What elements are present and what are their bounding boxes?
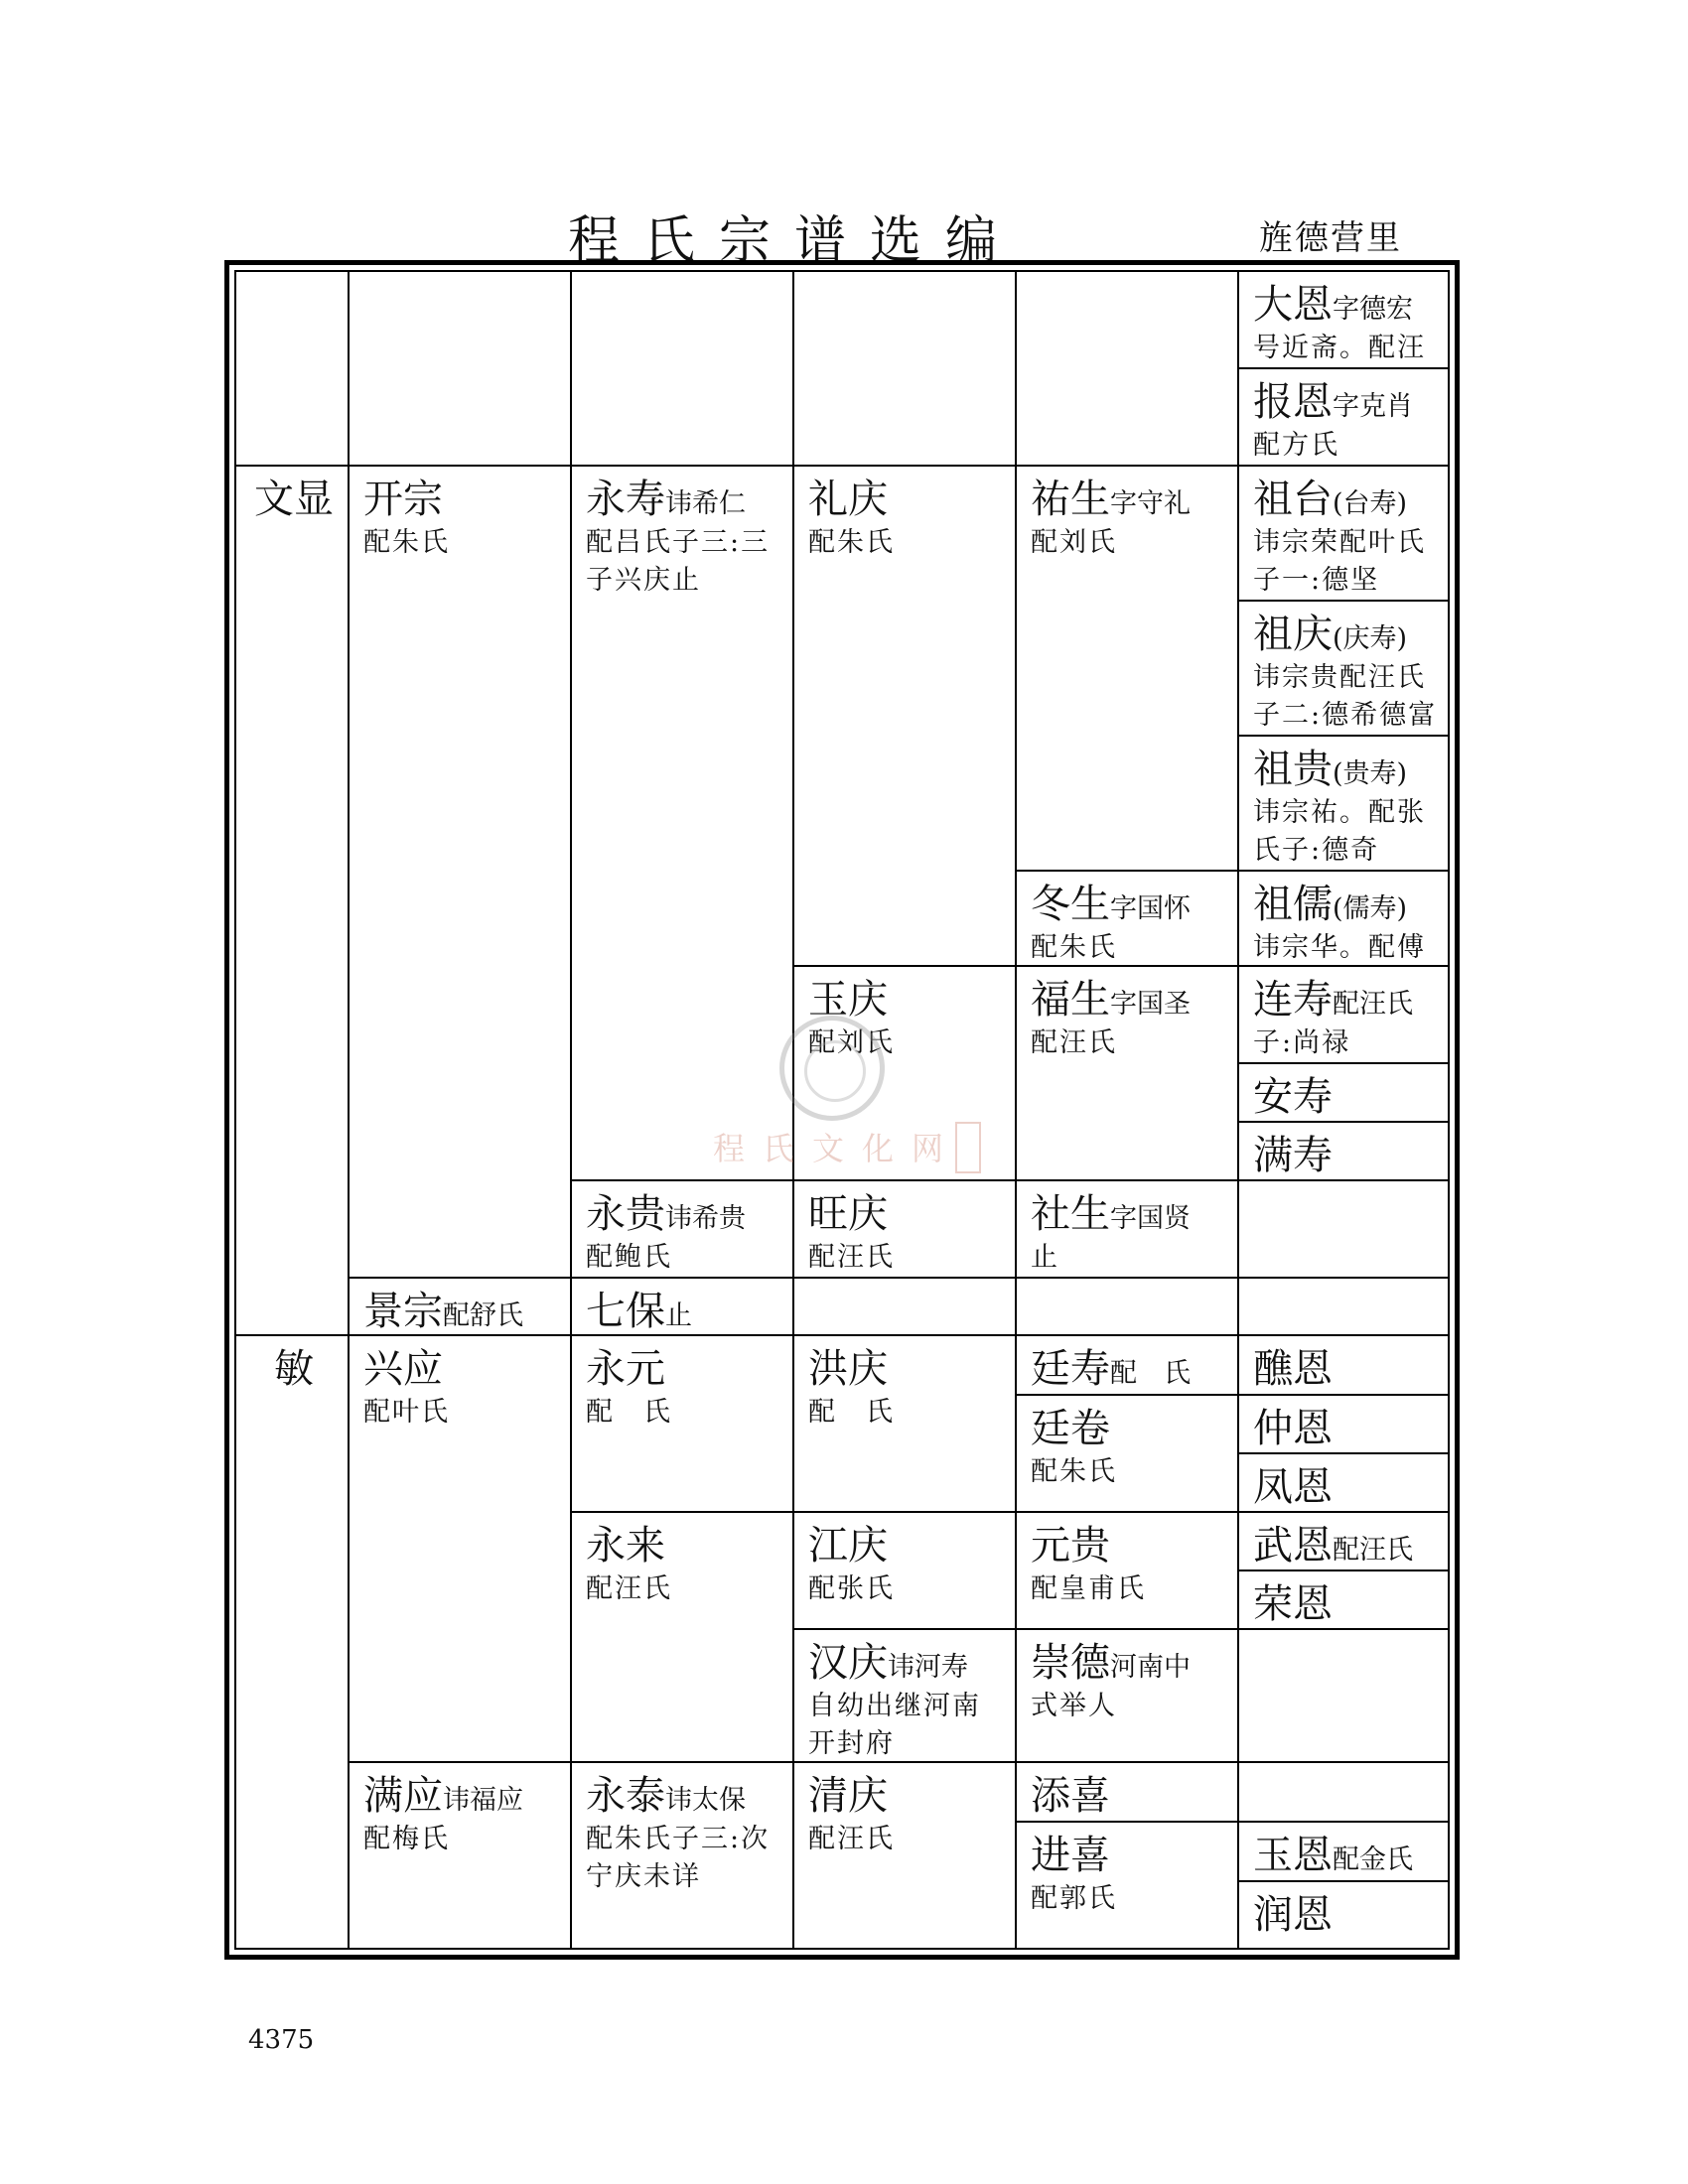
genealogy-entry bbox=[1239, 737, 1450, 872]
person-name: 仲恩 bbox=[1253, 1406, 1333, 1451]
person-name: 祖庆 bbox=[1253, 612, 1333, 657]
genealogy-entry bbox=[350, 467, 572, 1279]
person-name: 报恩 bbox=[1253, 379, 1333, 425]
person-name: 兴应 bbox=[363, 1346, 443, 1392]
table-cell-empty bbox=[236, 272, 350, 467]
genealogy-entry bbox=[572, 1336, 794, 1513]
person-note: (庆寿) bbox=[1333, 623, 1408, 654]
table-cell-empty bbox=[1239, 1181, 1450, 1279]
person-detail: 配朱氏 bbox=[1031, 932, 1117, 963]
person-name: 旺庆 bbox=[808, 1191, 888, 1237]
person-detail: 配方氏 bbox=[1253, 430, 1339, 461]
person-note: (儒寿) bbox=[1333, 893, 1408, 924]
table-cell-empty bbox=[1239, 1763, 1450, 1823]
table-cell-empty bbox=[1239, 1630, 1450, 1763]
person-detail: 配鲍氏 bbox=[586, 1242, 672, 1273]
person-name: 冬生 bbox=[1031, 882, 1110, 927]
genealogy-entry bbox=[572, 1763, 794, 1950]
person-note: 配 氏 bbox=[1110, 1358, 1191, 1389]
genealogy-entry bbox=[350, 1763, 572, 1950]
person-name: 祖儒 bbox=[1253, 882, 1333, 927]
person-detail: 配汪氏 bbox=[586, 1573, 672, 1604]
person-name: 廷寿 bbox=[1031, 1346, 1110, 1392]
person-note: 配舒氏 bbox=[443, 1300, 523, 1331]
page-title: 程氏宗谱选编 bbox=[567, 211, 1021, 271]
genealogy-entry bbox=[572, 1279, 794, 1336]
genealogy-entry bbox=[1017, 467, 1239, 872]
genealogy-entry bbox=[1239, 272, 1450, 369]
person-note: 配金氏 bbox=[1333, 1844, 1413, 1875]
person-note: (贵寿) bbox=[1333, 758, 1408, 789]
genealogy-entry bbox=[1017, 872, 1239, 967]
genealogy-entry bbox=[1239, 1396, 1450, 1454]
table-cell-empty bbox=[794, 272, 1017, 467]
genealogy-entry bbox=[1017, 967, 1239, 1181]
table-cell-empty bbox=[794, 1279, 1017, 1336]
person-name: 玉庆 bbox=[808, 977, 888, 1023]
person-detail: 式举人 bbox=[1031, 1691, 1117, 1721]
genealogy-entry bbox=[572, 1513, 794, 1763]
person-name: 福生 bbox=[1031, 977, 1110, 1023]
watermark-stamp bbox=[955, 1122, 981, 1173]
watermark-seal bbox=[779, 1016, 885, 1121]
person-note: 讳河寿 bbox=[888, 1652, 968, 1683]
genealogy-entry bbox=[1239, 602, 1450, 737]
person-name: 元贵 bbox=[1031, 1523, 1110, 1569]
table-cell-empty bbox=[1239, 1279, 1450, 1336]
genealogy-entry bbox=[794, 1513, 1017, 1630]
person-detail: 配刘氏 bbox=[808, 1027, 895, 1058]
person-note: 字守礼 bbox=[1110, 488, 1191, 519]
person-detail: 配张氏 bbox=[808, 1573, 895, 1604]
person-name: 大恩 bbox=[1253, 282, 1333, 328]
person-detail: 子:尚禄 bbox=[1253, 1027, 1351, 1058]
person-detail: 配吕氏子三:三子兴庆止 bbox=[586, 527, 771, 596]
person-note: 讳太保 bbox=[665, 1785, 746, 1816]
person-note: 字国圣 bbox=[1110, 989, 1191, 1020]
person-name: 永寿 bbox=[586, 477, 665, 522]
person-detail: 配汪氏 bbox=[1031, 1027, 1117, 1058]
generation-cell bbox=[236, 1336, 350, 1950]
person-note: 讳希贵 bbox=[665, 1203, 746, 1234]
person-detail: 配郭氏 bbox=[1031, 1883, 1117, 1914]
genealogy-entry bbox=[794, 1763, 1017, 1950]
genealogy-entry bbox=[1239, 1454, 1450, 1513]
person-detail: 止 bbox=[1031, 1242, 1059, 1273]
genealogy-entry bbox=[1017, 1336, 1239, 1396]
genealogy-entry bbox=[1017, 1513, 1239, 1630]
table-cell-empty bbox=[1017, 272, 1239, 467]
person-name: 祖台 bbox=[1253, 477, 1333, 522]
person-note: 字国怀 bbox=[1110, 893, 1191, 924]
person-detail: 讳宗荣配叶氏子一:德坚 bbox=[1253, 527, 1426, 596]
person-detail: 配刘氏 bbox=[1031, 527, 1117, 558]
table-cell-empty bbox=[350, 272, 572, 467]
person-name: 清庆 bbox=[808, 1773, 888, 1819]
person-name: 润恩 bbox=[1253, 1892, 1333, 1938]
person-name: 崇德 bbox=[1031, 1640, 1110, 1686]
person-name: 武恩 bbox=[1253, 1523, 1333, 1569]
person-name: 安寿 bbox=[1253, 1074, 1333, 1120]
person-name: 开宗 bbox=[363, 477, 443, 522]
person-note: 讳福应 bbox=[443, 1785, 523, 1816]
person-name: 文显 bbox=[254, 477, 334, 522]
person-detail: 配汪氏 bbox=[808, 1824, 895, 1854]
person-note: 字国贤 bbox=[1110, 1203, 1191, 1234]
person-name: 添喜 bbox=[1031, 1773, 1110, 1819]
person-detail: 配朱氏 bbox=[1031, 1456, 1117, 1487]
genealogy-entry bbox=[1239, 1571, 1450, 1630]
person-detail: 讳宗华。配傅 bbox=[1253, 932, 1426, 963]
genealogy-entry bbox=[1239, 872, 1450, 967]
person-note: 配汪氏 bbox=[1333, 989, 1413, 1020]
genealogy-entry bbox=[350, 1336, 572, 1763]
person-name: 景宗 bbox=[363, 1289, 443, 1334]
person-detail: 配叶氏 bbox=[363, 1397, 450, 1428]
person-name: 永泰 bbox=[586, 1773, 665, 1819]
page-number: 4375 bbox=[248, 2025, 315, 2055]
person-detail: 配梅氏 bbox=[363, 1824, 450, 1854]
person-note: 配汪氏 bbox=[1333, 1535, 1413, 1566]
person-detail: 配朱氏 bbox=[363, 527, 450, 558]
person-name: 祖贵 bbox=[1253, 747, 1333, 792]
person-name: 江庆 bbox=[808, 1523, 888, 1569]
person-detail: 配皇甫氏 bbox=[1031, 1573, 1146, 1604]
genealogy-entry bbox=[794, 467, 1017, 967]
genealogy-entry bbox=[1239, 1882, 1450, 1950]
genealogy-entry bbox=[1017, 1181, 1239, 1279]
person-note: 字德宏 bbox=[1333, 294, 1413, 325]
person-note: 止 bbox=[665, 1300, 692, 1331]
person-detail: 号近斋。配汪 bbox=[1253, 333, 1426, 363]
genealogy-entry bbox=[1017, 1823, 1239, 1950]
genealogy-entry bbox=[1239, 467, 1450, 602]
genealogy-entry bbox=[350, 1279, 572, 1336]
branch-label: 旌德营里 bbox=[1259, 218, 1402, 258]
person-detail: 讳宗祐。配张氏子:德奇 bbox=[1253, 797, 1426, 866]
person-name: 满寿 bbox=[1253, 1133, 1333, 1178]
person-name: 廷卷 bbox=[1031, 1406, 1110, 1451]
person-name: 七保 bbox=[586, 1289, 665, 1334]
person-name: 汉庆 bbox=[808, 1640, 888, 1686]
genealogy-entry bbox=[794, 1630, 1017, 1763]
person-name: 永来 bbox=[586, 1523, 665, 1569]
genealogy-entry bbox=[1239, 1336, 1450, 1396]
person-name: 永元 bbox=[586, 1346, 665, 1392]
person-name: 满应 bbox=[363, 1773, 443, 1819]
table-cell-empty bbox=[572, 272, 794, 467]
person-name: 永贵 bbox=[586, 1191, 665, 1237]
person-name: 进喜 bbox=[1031, 1833, 1110, 1878]
person-name: 凤恩 bbox=[1253, 1464, 1333, 1510]
genealogy-entry bbox=[1017, 1396, 1239, 1513]
table-cell-empty bbox=[1017, 1279, 1239, 1336]
person-name: 祐生 bbox=[1031, 477, 1110, 522]
generation-cell bbox=[236, 467, 350, 1336]
genealogy-entry bbox=[572, 467, 794, 1181]
person-name: 洪庆 bbox=[808, 1346, 888, 1392]
person-name: 连寿 bbox=[1253, 977, 1333, 1023]
genealogy-entry bbox=[1017, 1630, 1239, 1763]
genealogy-entry bbox=[1239, 967, 1450, 1064]
person-detail: 配朱氏子三:次宁庆未详 bbox=[586, 1824, 771, 1892]
genealogy-entry bbox=[794, 1336, 1017, 1513]
person-detail: 配朱氏 bbox=[808, 527, 895, 558]
genealogy-entry bbox=[1239, 1513, 1450, 1571]
person-detail: 配汪氏 bbox=[808, 1242, 895, 1273]
genealogy-entry bbox=[572, 1181, 794, 1279]
genealogy-entry bbox=[1239, 1123, 1450, 1181]
person-name: 敏 bbox=[274, 1346, 314, 1392]
person-note: (台寿) bbox=[1333, 488, 1408, 519]
genealogy-entry bbox=[1017, 1763, 1239, 1823]
person-note: 河南中 bbox=[1110, 1652, 1191, 1683]
genealogy-entry bbox=[1239, 1064, 1450, 1123]
genealogy-entry bbox=[794, 1181, 1017, 1279]
person-detail: 配 氏 bbox=[808, 1397, 895, 1428]
person-name: 礼庆 bbox=[808, 477, 888, 522]
person-note: 讳希仁 bbox=[665, 488, 746, 519]
person-name: 醮恩 bbox=[1253, 1346, 1333, 1392]
person-name: 社生 bbox=[1031, 1191, 1110, 1237]
person-detail: 自幼出继河南开封府 bbox=[808, 1691, 981, 1759]
person-note: 字克肖 bbox=[1333, 391, 1413, 422]
person-detail: 讳宗贵配汪氏子二:德希德富 bbox=[1253, 662, 1438, 731]
genealogy-entry bbox=[1239, 1823, 1450, 1882]
genealogy-entry bbox=[1239, 369, 1450, 467]
person-name: 玉恩 bbox=[1253, 1833, 1333, 1878]
watermark-text: 程氏文化网 bbox=[713, 1130, 962, 1167]
person-detail: 配 氏 bbox=[586, 1397, 672, 1428]
person-name: 荣恩 bbox=[1253, 1581, 1333, 1627]
